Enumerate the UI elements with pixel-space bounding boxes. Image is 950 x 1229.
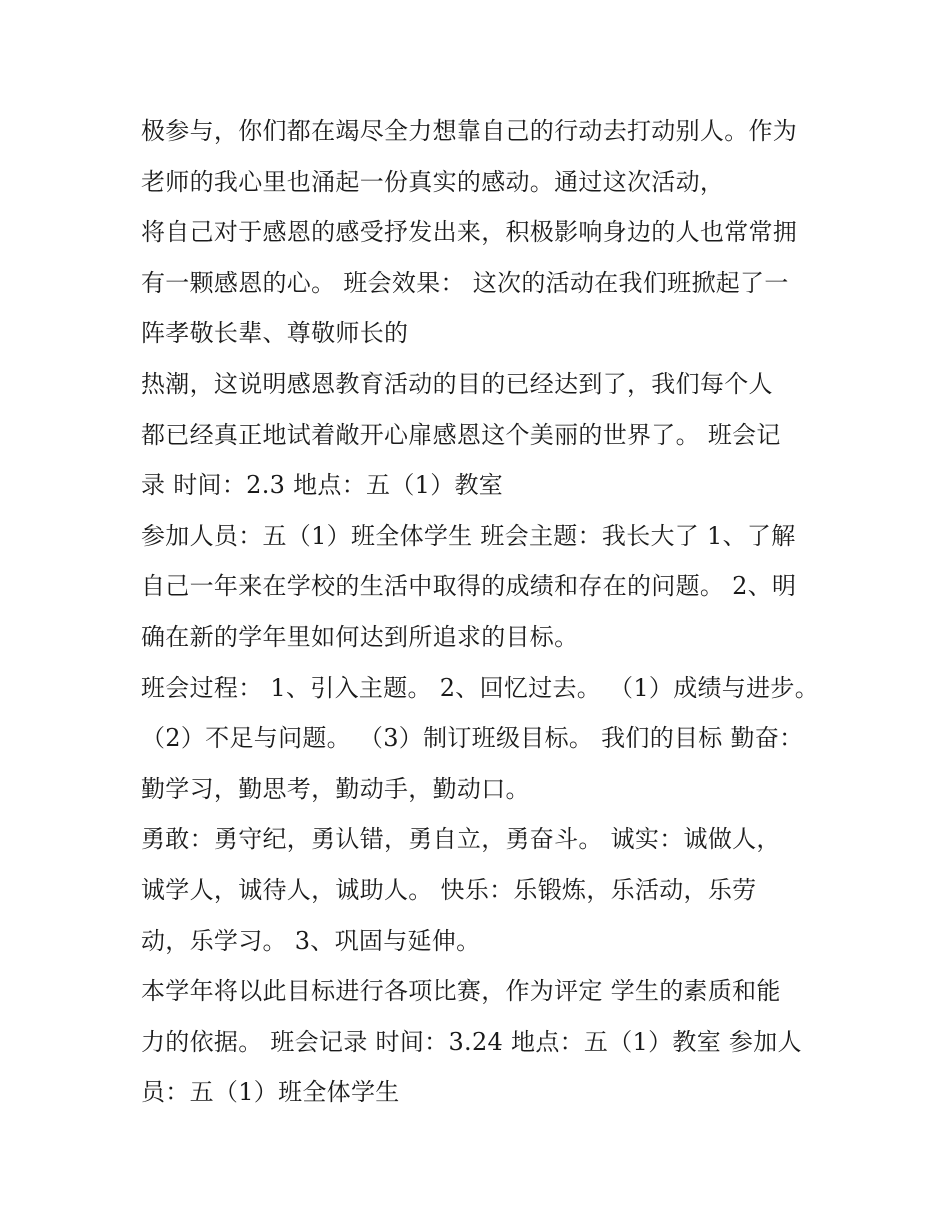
text-line: 勇敢：勇守纪，勇认错，勇自立，勇奋斗。 诚实：诚做人， (141, 825, 781, 854)
text-line: （2）不足与问题。 （3）制订班级目标。 我们的目标 勤奋： (141, 724, 804, 753)
text-line: 将自己对于感恩的感受抒发出来，积极影响身边的人也常常拥 (141, 218, 798, 247)
text-line: 自己一年来在学校的生活中取得的成绩和存在的问题。 2、明 (141, 572, 797, 601)
text-line: 参加人员：五（1）班全体学生 班会主题：我长大了 1、了解 (141, 521, 796, 550)
text-line: 确在新的学年里如何达到所追求的目标。 (141, 622, 579, 651)
text-line: 动，乐学习。 3、巩固与延伸。 (141, 926, 481, 955)
text-line: 老师的我心里也涌起一份真实的感动。通过这次活动， (141, 167, 725, 196)
body-text (141, 106, 831, 1118)
text-line: 有一颗感恩的心。 班会效果： 这次的活动在我们班掀起了一 (141, 268, 789, 297)
text-line: 录 时间：2.3 地点：五（1）教室 (141, 471, 504, 500)
text-line: 阵孝敬长辈、尊敬师长的 (141, 319, 409, 348)
text-line: 极参与，你们都在竭尽全力想靠自己的行动去打动别人。作为 (141, 117, 798, 145)
text-line: 力的依据。 班会记录 时间：3.24 地点：五（1）教室 参加人 (141, 1027, 802, 1056)
text-line: 本学年将以此目标进行各项比赛，作为评定 学生的素质和能 (141, 977, 781, 1006)
text-line: 班会过程： 1、引入主题。 2、回忆过去。 （1）成绩与进步。 (141, 673, 819, 702)
text-line: 诚学人，诚待人，诚助人。 快乐：乐锻炼，乐活动，乐劳 (141, 875, 757, 904)
text-line: 勤学习，勤思考，勤动手，勤动口。 (141, 774, 530, 803)
text-line: 都已经真正地试着敞开心扉感恩这个美丽的世界了。 班会记 (141, 420, 781, 449)
text-line: 热潮，这说明感恩教育活动的目的已经达到了，我们每个人 (141, 369, 773, 398)
text-line: 员：五（1）班全体学生 (141, 1078, 400, 1107)
